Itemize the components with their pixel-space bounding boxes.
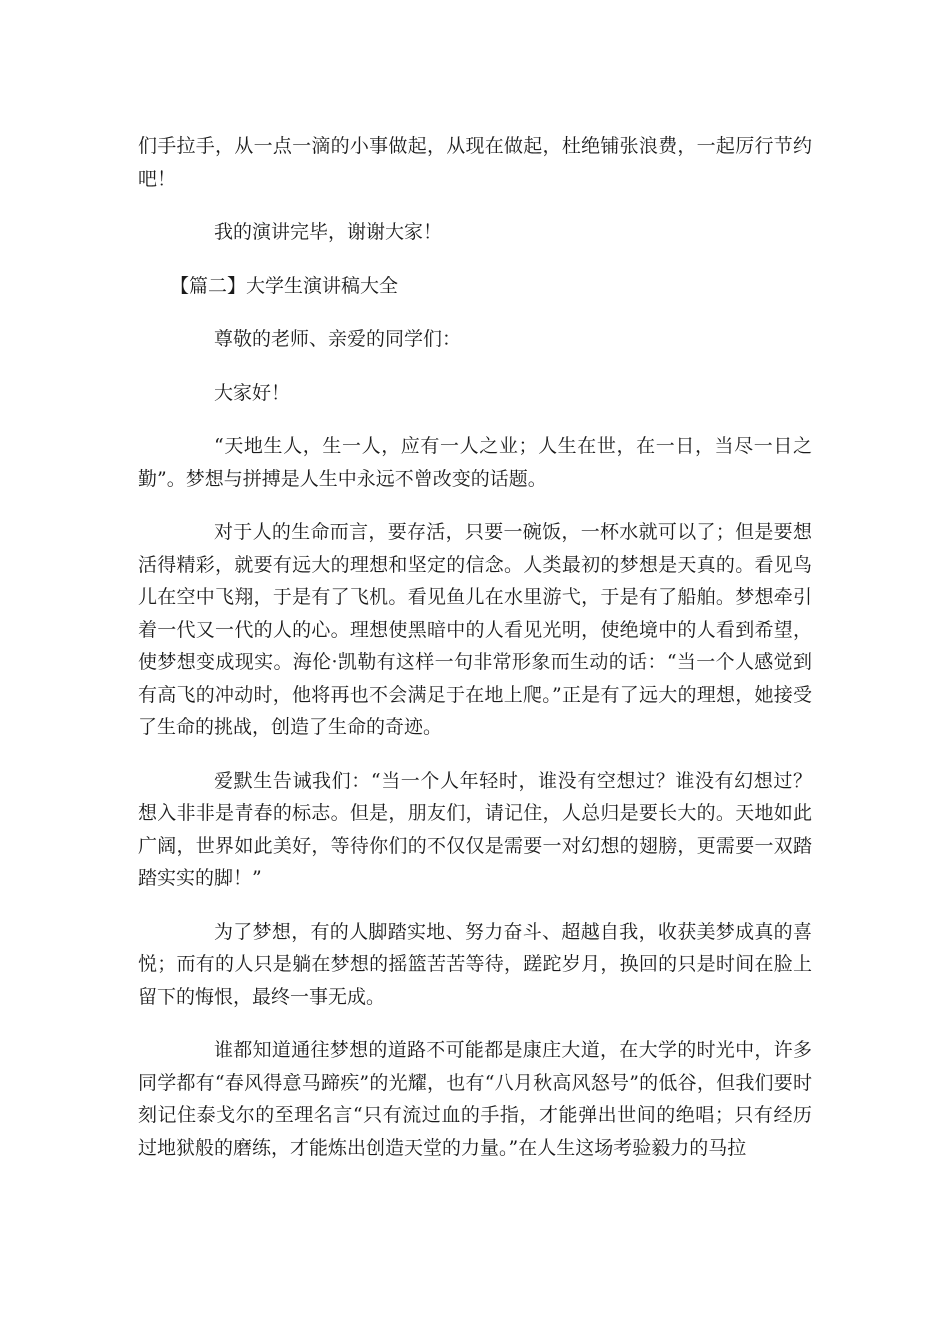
paragraph-salutation: 尊敬的老师、亲爱的同学们： xyxy=(214,328,462,350)
paragraph-quote: “天地生人，生一人，应有一人之业；人生在世，在一日，当尽一日之勤”。梦想与拼搏是人生中永远不曾改变的话题。 xyxy=(138,435,812,490)
paragraph-body: 谁都知道通往梦想的道路不可能都是康庄大道，在大学的时光中，许多同学都有“春风得意马蹄疾”的光耀，也有“八月秋高风怒号”的低谷，但我们要时刻记住泰戈尔的至理名言“只有流过血的手指，才能弹出世间的绝唱；只有经历过地狱般的磨练，才能炼出创造天堂的力量。”在人生这场考验毅力的马拉 xyxy=(138,1039,812,1159)
paragraph-body: 为了梦想，有的人脚踏实地、努力奋斗、超越自我，收获美梦成真的喜悦；而有的人只是躺在梦想的摇篮苦苦等待，蹉跎岁月，换回的只是时间在脸上留下的悔恨，最终一事无成。 xyxy=(138,920,812,1008)
document-body xyxy=(138,130,812,1185)
paragraph-body: 爱默生告诫我们：“当一个人年轻时，谁没有空想过？谁没有幻想过？想入非非是青春的标志。但是，朋友们，请记住，人总归是要长大的。天地如此广阔，世界如此美好，等待你们的不仅仅是需要一对幻想的翅膀，更需要一双踏踏实实的脚！” xyxy=(138,769,812,889)
paragraph-closing: 我的演讲完毕，谢谢大家！ xyxy=(214,221,443,243)
paragraph-greeting: 大家好！ xyxy=(214,381,291,404)
paragraph-body: 对于人的生命而言，要存活，只要一碗饭，一杯水就可以了；但是要想活得精彩，就要有远大的理想和坚定的信念。人类最初的梦想是天真的。看见鸟儿在空中飞翔，于是有了飞机。看见鱼儿在水里游弋，于是有了船舶。梦想牵引着一代又一代的人的心。理想使黑暗中的人看见光明，使绝境中的人看到希望，使梦想变成现实。海伦·凯勒有这样一句非常形象而生动的话：“当一个人感觉到有高飞的冲动时，他将再也不会满足于在地上爬。”正是有了远大的理想，她接受了生命的挑战，创造了生命的奇迹。 xyxy=(138,521,812,738)
section-heading: 【篇二】大学生演讲稿大全 xyxy=(170,274,399,297)
paragraph-continuation: 们手拉手，从一点一滴的小事做起，从现在做起，杜绝铺张浪费，一起厉行节约吧！ xyxy=(138,135,812,190)
